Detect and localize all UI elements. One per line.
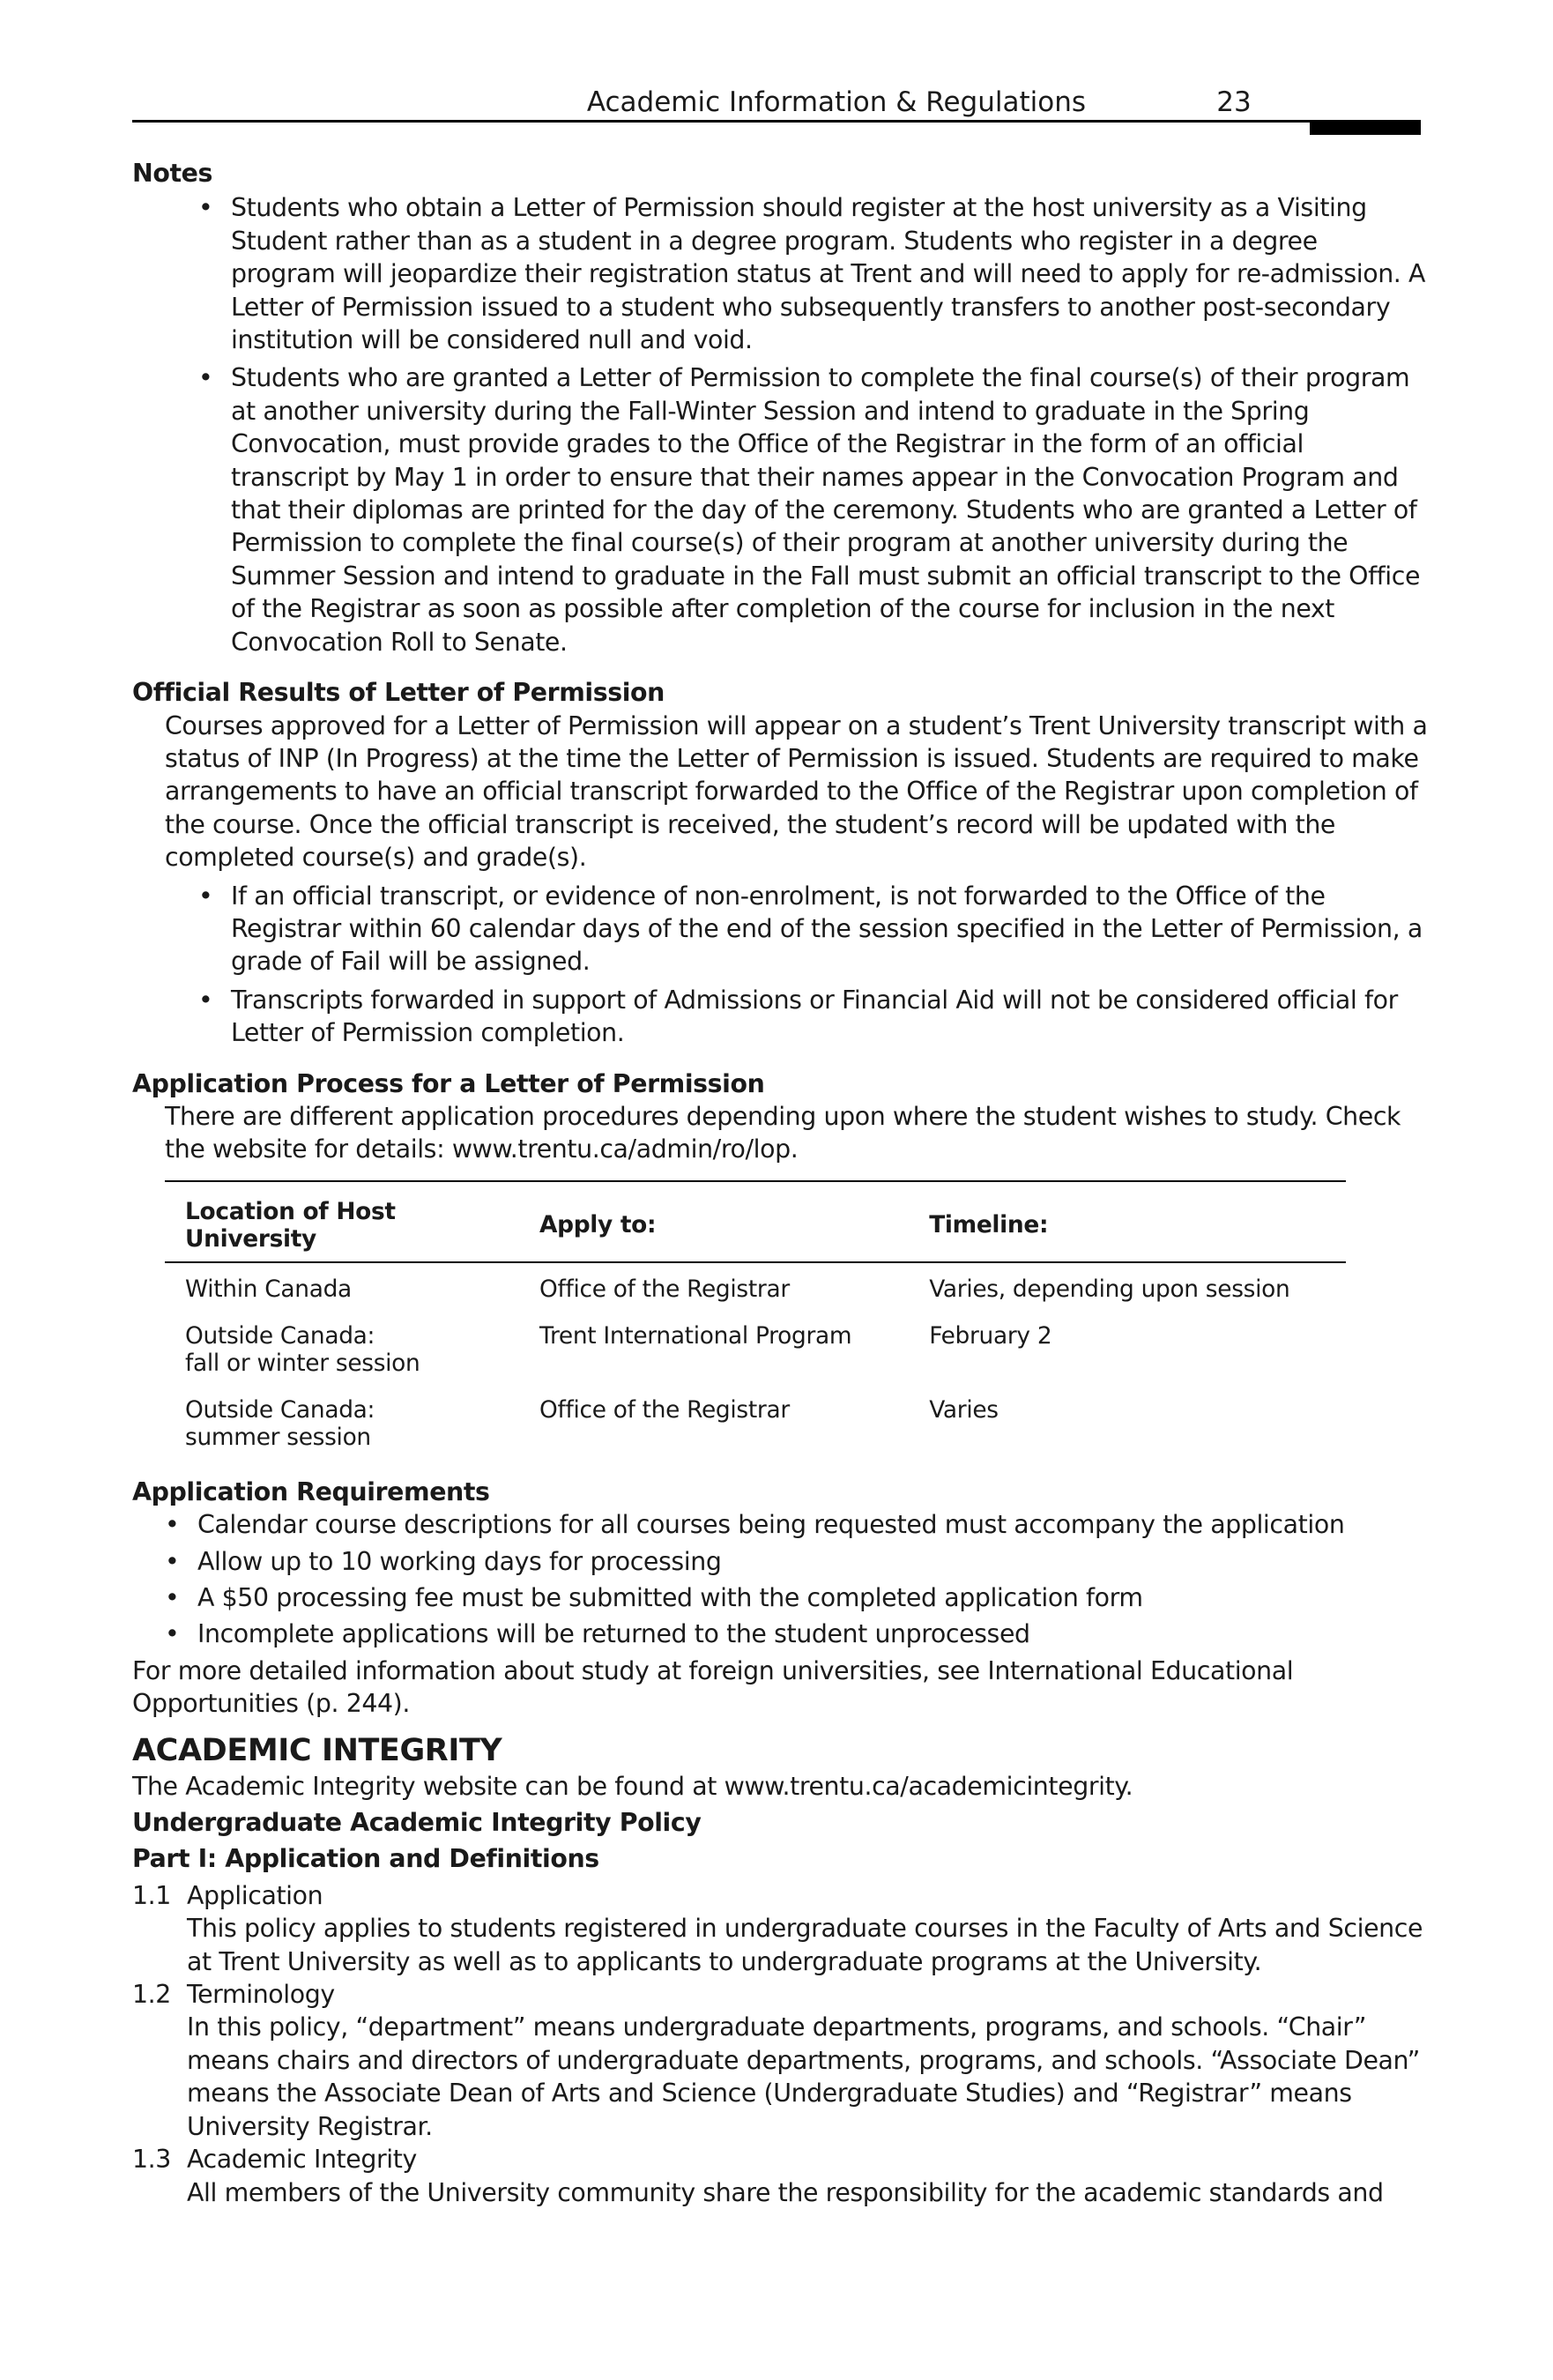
application-requirements-heading: Application Requirements bbox=[132, 1476, 490, 1506]
table-header-cell: Timeline: bbox=[909, 1181, 1346, 1262]
bullet: • bbox=[198, 985, 213, 1015]
policy-section bbox=[132, 1879, 1428, 1978]
policy-section bbox=[132, 1978, 1428, 2143]
bullet: • bbox=[165, 1546, 180, 1576]
location-line: Outside Canada: bbox=[185, 1395, 375, 1424]
table-cell-timeline: Varies, depending upon session bbox=[929, 1275, 1290, 1303]
page-tab-marker bbox=[1310, 123, 1421, 135]
table-header-cell: Apply to: bbox=[519, 1181, 909, 1262]
academic-integrity-intro: The Academic Integrity website can be found at www.trentu.ca/academicintegrity. bbox=[132, 1771, 1133, 1801]
table-row bbox=[165, 1313, 1346, 1387]
bullet: • bbox=[165, 1619, 180, 1649]
official-results-paragraph: Courses approved for a Letter of Permission will appear on a student’s Trent University transcript with a status of INP (In Progress) at the time the Letter of Permission is issued. Students are required to make arrangements to have an official transcript forwarded to the Office of the Registrar upon completion of the course. Once the official transcript is received, the student’s record will be updated with the completed course(s) and grade(s). bbox=[165, 710, 1428, 873]
policy-heading: Undergraduate Academic Integrity Policy bbox=[132, 1808, 702, 1838]
table-cell-apply: Trent International Program bbox=[539, 1321, 852, 1350]
section-text: In this policy, “department” means undergraduate departments, programs, and schools. “Chair” means chairs and directors of undergraduate departments, programs, and schools. “Associate Dean” means the Associate Dean of Arts and Science (Undergraduate Studies) and “Registrar” means University Registrar. bbox=[187, 2012, 1420, 2141]
section-title: Application bbox=[187, 1880, 323, 1910]
section-text: This policy applies to students registered in undergraduate courses in the Faculty of Arts and Science at Trent University as well as to applicants to undergraduate programs at the University. bbox=[187, 1914, 1423, 1976]
notes-item bbox=[132, 361, 1428, 658]
page-body bbox=[132, 157, 1428, 2209]
part-heading: Part I: Application and Definitions bbox=[132, 1844, 599, 1874]
bullet: • bbox=[198, 193, 213, 223]
requirement-item bbox=[132, 1581, 1428, 1614]
notes-heading: Notes bbox=[132, 159, 212, 188]
table-cell-location bbox=[165, 1313, 519, 1387]
running-head-title: Academic Information & Regulations bbox=[586, 86, 1086, 118]
section-number: 1.1 bbox=[132, 1880, 171, 1910]
requirement-item bbox=[132, 1545, 1428, 1578]
foreign-study-note: For more detailed information about study at foreign universities, see International Educational Opportunities (p. 244). bbox=[132, 1655, 1294, 1719]
official-results-item bbox=[132, 880, 1428, 978]
table-cell-timeline: February 2 bbox=[929, 1321, 1052, 1350]
page-number: 23 bbox=[1216, 86, 1252, 118]
official-results-item bbox=[132, 984, 1428, 1050]
official-results-heading: Official Results of Letter of Permission bbox=[132, 678, 665, 708]
header-rule bbox=[132, 120, 1421, 123]
section-title: Terminology bbox=[187, 1980, 335, 2010]
table-header-row bbox=[165, 1181, 1346, 1262]
table-row bbox=[165, 1262, 1346, 1313]
location-line: summer session bbox=[185, 1423, 371, 1451]
requirement-item bbox=[132, 1618, 1428, 1650]
table-row bbox=[165, 1387, 1346, 1463]
official-results-item-text: Transcripts forwarded in support of Admissions or Financial Aid will not be considered official for Letter of Permission completion. bbox=[231, 985, 1398, 1048]
requirement-text: Calendar course descriptions for all courses being requested must accompany the application bbox=[197, 1510, 1345, 1540]
notes-item-text: Students who obtain a Letter of Permission should register at the host university as a Visiting Student rather than as a student in a degree program. Students who register in a degree program will jeopardize their registration status at Trent and will need to apply for re-admission. A Letter of Permission issued to a student who subsequently transfers to another post-secondary institution will be considered null and void. bbox=[231, 193, 1426, 355]
requirement-text: A $50 processing fee must be submitted with the completed application form bbox=[197, 1583, 1143, 1612]
table-cell-apply: Office of the Registrar bbox=[539, 1395, 790, 1424]
academic-integrity-heading: ACADEMIC INTEGRITY bbox=[132, 1732, 502, 1768]
section-number: 1.2 bbox=[132, 1980, 171, 2010]
notes-item bbox=[132, 191, 1428, 356]
application-process-heading: Application Process for a Letter of Permission bbox=[132, 1068, 765, 1098]
section-title: Academic Integrity bbox=[187, 2145, 417, 2175]
bullet: • bbox=[198, 363, 213, 393]
table-cell-timeline: Varies bbox=[929, 1395, 999, 1424]
table-cell-location bbox=[165, 1387, 519, 1463]
bullet: • bbox=[165, 1510, 180, 1540]
location-line: fall or winter session bbox=[185, 1349, 420, 1377]
section-text: All members of the University community share the responsibility for the academic standards and bbox=[187, 2177, 1384, 2207]
table-header-cell: Location of Host University bbox=[165, 1181, 519, 1262]
bullet: • bbox=[165, 1583, 180, 1612]
lop-table bbox=[165, 1180, 1346, 1463]
official-results-item-text: If an official transcript, or evidence of non-enrolment, is not forwarded to the Office of the Registrar within 60 calendar days of the end of the session specified in the Letter of Permission, a grade of Fail will be assigned. bbox=[231, 881, 1423, 977]
table-cell-apply: Office of the Registrar bbox=[539, 1275, 790, 1303]
location-line: Within Canada bbox=[185, 1275, 352, 1303]
requirement-text: Incomplete applications will be returned to the student unprocessed bbox=[197, 1619, 1030, 1649]
notes-item-text: Students who are granted a Letter of Permission to complete the final course(s) of their program at another university during the Fall-Winter Session and intend to graduate in the Spring Convocation, must provide grades to the Office of the Registrar in the form of an official transcript by May 1 in order to ensure that their names appear in the Convocation Program and that their diplomas are printed for the day of the ceremony. Students who are granted a Letter of Permission to complete the final course(s) of their program at another university during the Summer Session and intend to graduate in the Fall must submit an official transcript to the Office of the Registrar as soon as possible after completion of the course for inclusion in the next Convocation Roll to Senate. bbox=[231, 363, 1421, 657]
section-number: 1.3 bbox=[132, 2145, 171, 2175]
requirement-item bbox=[132, 1508, 1428, 1541]
requirement-text: Allow up to 10 working days for processing bbox=[197, 1546, 722, 1576]
application-process-paragraph: There are different application procedures depending upon where the student wishes to study. Check the website for details: www.trentu.ca/admin/ro/lop. bbox=[165, 1101, 1401, 1164]
location-line: Outside Canada: bbox=[185, 1321, 375, 1350]
policy-section bbox=[132, 2143, 1428, 2209]
table-cell-location bbox=[165, 1262, 519, 1313]
bullet: • bbox=[198, 881, 213, 911]
